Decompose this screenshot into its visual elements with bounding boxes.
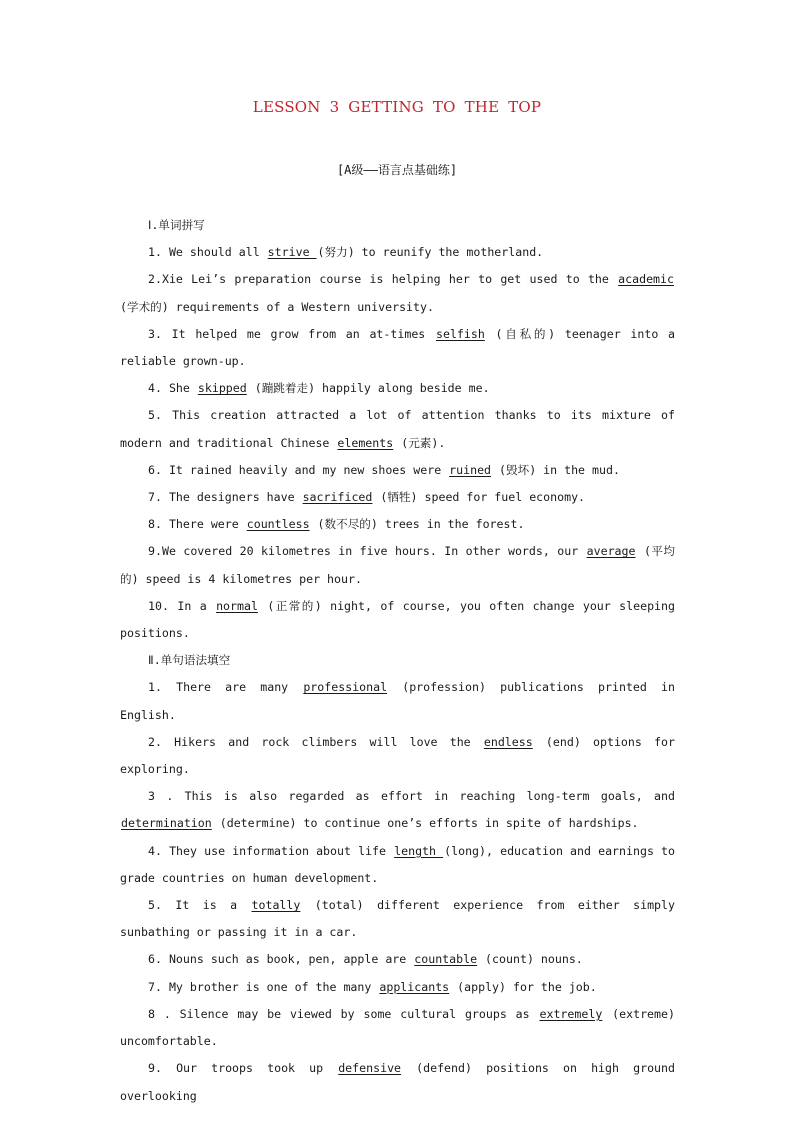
section-heading-word-spelling: Ⅰ.单词拼写	[148, 218, 205, 232]
answer-text: endless	[483, 734, 533, 749]
answer-text: countless	[246, 517, 310, 532]
exercise-item	[120, 402, 675, 456]
item-text-before: They use information about life	[161, 843, 394, 858]
exercise-item	[120, 729, 675, 783]
item-text-before: In a	[168, 598, 216, 613]
item-text-after: (平均的) speed is 4 kilometres per hour.	[120, 544, 675, 586]
level-heading: [A级——语言点基础练]	[336, 163, 458, 177]
item-number: 4.	[148, 381, 162, 396]
item-text-after: (正常的) night, of course, you often change your sleeping positions.	[120, 598, 675, 641]
item-number: 7.	[148, 490, 162, 505]
exercise-item	[120, 974, 675, 1001]
item-text-before: It rained heavily and my new shoes were	[161, 462, 449, 477]
exercise-item	[120, 511, 675, 538]
item-text-after: (蹦跳着走) happily along beside me.	[247, 381, 490, 396]
answer-text: sacrificed	[302, 490, 373, 505]
answer-text: academic	[618, 272, 674, 287]
item-text-after: (apply) for the job.	[450, 979, 597, 994]
answer-text: countable	[414, 952, 478, 967]
answer-text: ruined	[449, 462, 492, 477]
item-text-after: (determine) to continue one’s efforts in spite of hardships.	[212, 816, 639, 831]
item-text-before: The designers have	[161, 490, 302, 505]
item-number: 7.	[148, 979, 162, 994]
item-text-before: My brother is one of the many	[161, 979, 379, 994]
item-text-after: (牺牲) speed for fuel economy.	[373, 490, 586, 505]
answer-text: strive	[267, 245, 317, 260]
item-number: 9.	[148, 544, 162, 559]
item-text-before: There are many	[161, 680, 303, 695]
item-number: 6.	[148, 462, 162, 477]
item-text-before: This is also regarded as effort in reaching long-term goals, and	[173, 789, 675, 804]
section-heading-grammar-fill: Ⅱ.单句语法填空	[148, 653, 231, 668]
answer-text: totally	[251, 898, 301, 913]
item-text-after: (end) options for exploring.	[120, 734, 676, 777]
item-text-after: (long), education and earnings to grade countries on human development.	[120, 843, 676, 885]
exercise-item	[120, 538, 675, 592]
item-text-before: Our troops took up	[161, 1061, 338, 1076]
item-text-before: There were	[161, 517, 246, 532]
item-number: 5.	[148, 408, 162, 423]
item-number: 3 .	[148, 789, 174, 804]
item-number: 4.	[148, 843, 162, 858]
item-text-before: It helped me grow from an at-times	[161, 326, 435, 341]
item-text-after: (毁坏) in the mud.	[492, 462, 620, 477]
item-text-before: Xie Lei’s preparation course is helping her to get used to the	[161, 272, 618, 287]
item-text-after: (元素).	[394, 435, 446, 450]
item-number: 6.	[148, 952, 162, 967]
exercise-item	[120, 457, 675, 484]
exercise-item	[120, 593, 675, 647]
exercise-item	[120, 783, 675, 837]
item-text-after: (自私的) teenager into a reliable grown-up.	[120, 326, 675, 369]
answer-text: extremely	[539, 1006, 603, 1021]
exercise-item	[120, 239, 675, 266]
item-text-before: This creation attracted a lot of attention thanks to its mixture of modern and traditional Chinese	[120, 408, 675, 450]
answer-text: normal	[216, 598, 258, 613]
item-text-after: (数不尽的) trees in the forest.	[310, 517, 525, 532]
exercise-item	[120, 838, 675, 892]
exercise-content	[120, 212, 675, 1110]
item-text-after: (extreme) uncomfortable.	[120, 1006, 675, 1049]
exercise-item	[120, 375, 675, 402]
item-number: 8 .	[148, 1006, 171, 1021]
answer-text: professional	[303, 680, 388, 695]
item-text-after: (count) nouns.	[478, 952, 583, 967]
item-text-before: Silence may be viewed by some cultural groups as	[170, 1006, 539, 1021]
item-number: 5.	[148, 898, 162, 913]
exercise-item	[120, 484, 675, 511]
exercise-item	[120, 1055, 675, 1109]
item-text-before: We should all	[161, 245, 267, 260]
item-text-after: (total) different experience from either simply sunbathing or passing it in a car.	[120, 898, 676, 940]
exercise-item	[120, 674, 675, 728]
item-number: 3.	[148, 326, 162, 341]
item-number: 8.	[148, 517, 162, 532]
item-text-after: (努力) to reunify the motherland.	[317, 245, 544, 260]
answer-text: determination	[121, 816, 212, 831]
answer-text: selfish	[435, 326, 485, 341]
exercise-item	[120, 266, 675, 320]
item-text-after: (学术的) requirements of a Western university.	[120, 299, 434, 314]
item-number: 1.	[148, 680, 162, 695]
item-number: 9.	[148, 1061, 162, 1076]
answer-text: average	[586, 544, 636, 559]
exercise-item	[120, 1001, 675, 1055]
item-text-after: (defend) positions on high ground overlooking	[120, 1061, 675, 1103]
item-text-before: Nouns such as book, pen, apple are	[161, 952, 414, 967]
exercise-item	[120, 892, 675, 946]
item-text-before: Hikers and rock climbers will love the	[161, 734, 483, 749]
exercise-item	[120, 321, 675, 375]
item-text-before: We covered 20 kilometres in five hours. In other words, our	[161, 544, 586, 559]
item-number: 2.	[148, 734, 162, 749]
item-number: 10.	[148, 598, 169, 613]
answer-text: elements	[337, 435, 394, 450]
item-text-before: It is a	[161, 898, 251, 913]
answer-text: applicants	[379, 979, 450, 994]
exercise-item	[120, 946, 675, 973]
item-text-before: She	[161, 381, 197, 396]
item-number: 1.	[148, 245, 162, 260]
lesson-title: LESSON 3 GETTING TO THE TOP	[252, 98, 542, 116]
answer-text: defensive	[338, 1061, 402, 1076]
item-text-after: (profession) publications printed in English.	[120, 680, 675, 722]
item-number: 2.	[148, 272, 162, 287]
answer-text: skipped	[197, 381, 247, 396]
answer-text: length	[394, 843, 444, 858]
